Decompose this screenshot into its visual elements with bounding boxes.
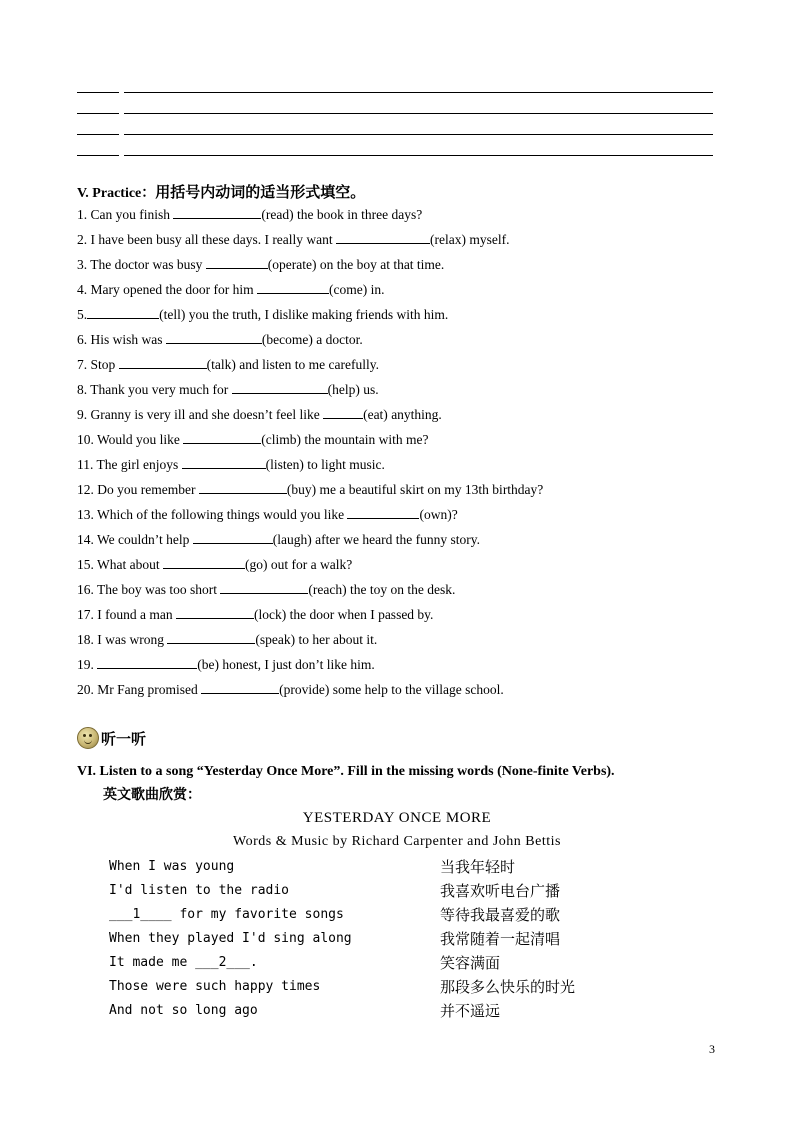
answer-blank[interactable] [193, 529, 273, 544]
exercise-text: 9. Granny is very ill and she doesn’t feel like [77, 407, 320, 422]
exercise-text: the door when I passed by. [289, 607, 434, 622]
exercise-item [77, 554, 737, 579]
exercise-text: after we heard the funny story. [315, 532, 480, 547]
lyric-english: When I was young [109, 859, 235, 874]
song-title: YESTERDAY ONCE MORE [302, 810, 492, 826]
exercise-text: 10. Would you like [77, 432, 180, 447]
exercise-item [77, 479, 737, 504]
exercise-text: 15. What about [77, 557, 160, 572]
answer-lines [77, 81, 713, 165]
exercise-text: me a beautiful skirt on my 13th birthday? [319, 482, 544, 497]
exercise-item [77, 504, 737, 529]
exercise-text: 3. The doctor was busy [77, 257, 203, 272]
answer-blank[interactable] [166, 329, 262, 344]
verb-hint: (eat) [363, 407, 388, 422]
verb-hint: (go) [244, 557, 268, 572]
exercise-text: 7. Stop [77, 357, 116, 372]
exercise-item [77, 604, 737, 629]
verb-hint: (become) [261, 332, 313, 347]
lyric-line [109, 1000, 629, 1024]
exercise-item [77, 229, 737, 254]
answer-blank[interactable] [232, 379, 328, 394]
exercise-text: 18. I was wrong [77, 632, 164, 647]
exercise-text: you the truth, I dislike making friends with him. [188, 307, 449, 322]
exercise-text: 13. Which of the following things would you like [77, 507, 345, 522]
answer-blank[interactable] [336, 229, 430, 244]
exercise-text: the toy on the desk. [349, 582, 456, 597]
answer-blank[interactable] [173, 204, 261, 219]
song-credit: Words & Music by Richard Carpenter and John Bettis [233, 834, 561, 849]
exercise-item [77, 254, 737, 279]
verb-hint: (own)? [419, 507, 458, 522]
answer-blank[interactable] [182, 454, 266, 469]
exercise-item [77, 654, 737, 679]
exercise-text: the mountain with me? [304, 432, 429, 447]
verb-hint: (talk) [206, 357, 236, 372]
answer-blank[interactable] [201, 679, 279, 694]
listen-label: 听一听 [101, 729, 147, 748]
verb-hint: (relax) [430, 232, 467, 247]
lyric-english: And not so long ago [109, 1003, 258, 1018]
answer-blank[interactable] [220, 579, 308, 594]
lyric-chinese: 我常随着一起清唱 [440, 930, 561, 948]
verb-hint: (be) [197, 657, 219, 672]
lyric-line [109, 976, 629, 1000]
lyric-chinese: 那段多么快乐的时光 [440, 978, 576, 996]
answer-line [77, 123, 713, 144]
exercise-text: to light music. [307, 457, 385, 472]
smiley-face-icon [77, 727, 99, 749]
verb-hint: (laugh) [272, 532, 312, 547]
section-5-title-en: V. Practice： [77, 186, 156, 201]
answer-blank[interactable] [199, 479, 287, 494]
section-6-title: VI. Listen to a song “Yesterday Once More”. Fill in the missing words (None-finite Verbs). [77, 764, 615, 779]
exercise-text: and listen to me carefully. [239, 357, 379, 372]
exercise-item [77, 429, 737, 454]
exercise-item [77, 679, 737, 704]
exercise-text: anything. [391, 407, 442, 422]
verb-hint: (provide) [279, 682, 330, 697]
exercise-item [77, 579, 737, 604]
page-number: 3 [709, 1042, 715, 1056]
exercise-text: the book in three days? [296, 207, 423, 222]
exercise-item [77, 279, 737, 304]
exercise-text: out for a walk? [270, 557, 353, 572]
lyric-chinese: 等待我最喜爱的歌 [440, 906, 561, 924]
lyric-english: When they played I'd sing along [109, 931, 352, 946]
lyric-line [109, 856, 629, 880]
exercise-text: 16. The boy was too short [77, 582, 217, 597]
exercise-text: 19. [77, 657, 94, 672]
verb-hint: (lock) [253, 607, 287, 622]
verb-hint: (tell) [159, 307, 186, 322]
answer-line [77, 81, 713, 102]
verb-hint: (read) [261, 207, 294, 222]
exercise-item [77, 629, 737, 654]
exercise-item [77, 529, 737, 554]
exercise-item [77, 329, 737, 354]
answer-blank[interactable] [206, 254, 268, 269]
answer-blank[interactable] [347, 504, 419, 519]
answer-blank[interactable] [167, 629, 255, 644]
section-6-subtitle: 英文歌曲欣赏： [103, 787, 201, 803]
exercise-item [77, 304, 737, 329]
answer-line [77, 144, 713, 165]
exercise-text: on the boy at that time. [319, 257, 445, 272]
exercise-text: 2. I have been busy all these days. I really want [77, 232, 333, 247]
verb-hint: (come) [328, 282, 368, 297]
lyric-line [109, 952, 629, 976]
answer-blank[interactable] [87, 304, 159, 319]
exercise-item [77, 379, 737, 404]
answer-blank[interactable] [119, 354, 207, 369]
answer-blank[interactable] [97, 654, 197, 669]
listen-heading [77, 727, 146, 749]
lyric-chinese: 笑容满面 [440, 954, 501, 972]
exercise-text: 4. Mary opened the door for him [77, 282, 254, 297]
exercise-text: 17. I found a man [77, 607, 173, 622]
lyric-chinese: 我喜欢听电台广播 [440, 882, 561, 900]
exercise-list [77, 204, 737, 704]
exercise-text: some help to the village school. [332, 682, 504, 697]
lyrics [109, 856, 629, 1024]
exercise-text: 5. [77, 307, 88, 322]
exercise-item [77, 204, 737, 229]
exercise-text: 8. Thank you very much for [77, 382, 229, 397]
exercise-text: myself. [469, 232, 510, 247]
lyric-line [109, 928, 629, 952]
exercise-item [77, 404, 737, 429]
section-5-title [77, 181, 365, 202]
exercise-text: 11. The girl enjoys [77, 457, 179, 472]
exercise-text: us. [363, 382, 379, 397]
exercise-text: 1. Can you finish [77, 207, 170, 222]
exercise-text: 14. We couldn’t help [77, 532, 190, 547]
lyric-chinese: 并不遥远 [440, 1002, 501, 1020]
exercise-text: 20. Mr Fang promised [77, 682, 198, 697]
verb-hint: (reach) [308, 582, 347, 597]
answer-blank[interactable] [176, 604, 254, 619]
lyric-line [109, 880, 629, 904]
verb-hint: (listen) [265, 457, 304, 472]
exercise-text: a doctor. [316, 332, 363, 347]
section-5-title-zh: 用括号内动词的适当形式填空。 [155, 183, 366, 201]
exercise-item [77, 454, 737, 479]
verb-hint: (speak) [255, 632, 296, 647]
exercise-text: 12. Do you remember [77, 482, 196, 497]
verb-hint: (buy) [286, 482, 317, 497]
lyric-chinese: 当我年轻时 [440, 858, 516, 876]
lyric-english: It made me ___2___. [109, 955, 258, 970]
answer-line [77, 102, 713, 123]
lyric-line [109, 904, 629, 928]
answer-blank[interactable] [323, 404, 363, 419]
exercise-text: to her about it. [298, 632, 378, 647]
answer-blank[interactable] [257, 279, 329, 294]
verb-hint: (help) [327, 382, 360, 397]
verb-hint: (operate) [267, 257, 317, 272]
answer-blank[interactable] [163, 554, 245, 569]
exercise-text: honest, I just don’t like him. [222, 657, 375, 672]
answer-blank[interactable] [183, 429, 261, 444]
exercise-text: 6. His wish was [77, 332, 163, 347]
lyric-english: Those were such happy times [109, 979, 321, 994]
lyric-english: I'd listen to the radio [109, 883, 290, 898]
exercise-item [77, 354, 737, 379]
lyric-english: ___1____ for my favorite songs [109, 907, 344, 922]
verb-hint: (climb) [261, 432, 302, 447]
exercise-text: in. [370, 282, 385, 297]
